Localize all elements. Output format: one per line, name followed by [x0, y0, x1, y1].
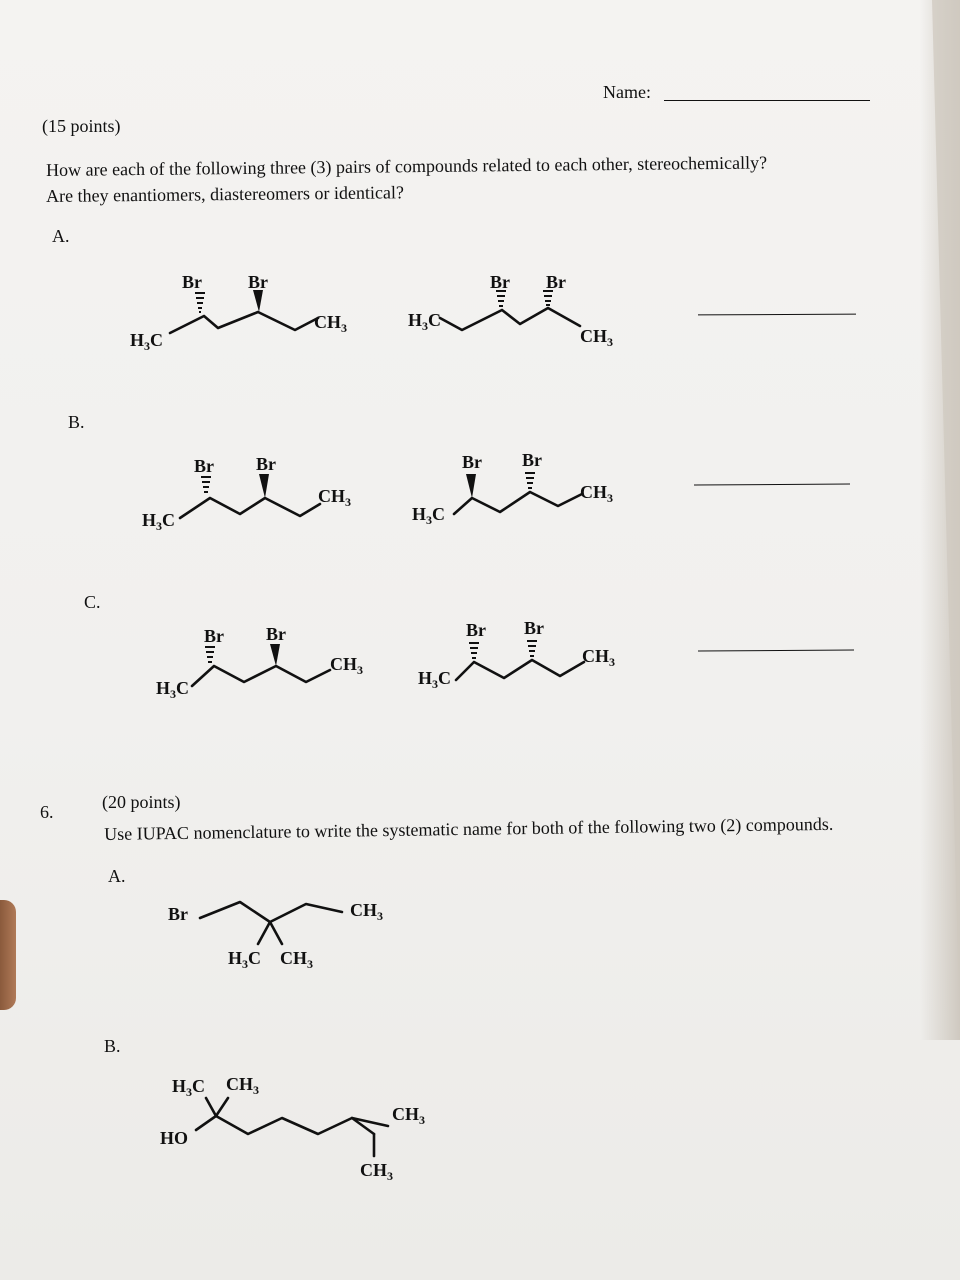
q5c-right-hash-bond-2 [527, 640, 537, 657]
atom-h3c: $H_3C$ [412, 504, 446, 527]
q5b-right-wedge-bond [466, 474, 476, 498]
atom-ch3: $CH_3$ [580, 326, 613, 349]
atom-br: Br [266, 624, 286, 644]
q5c-right-hash-bond-1 [469, 642, 479, 659]
q5c-left-molecule [192, 666, 330, 686]
atom-br: Br [466, 620, 486, 640]
q6a-molecule [200, 902, 342, 944]
atom-h3c: $H_3C$ [130, 330, 164, 353]
q5-part-c-label: C. [84, 592, 101, 612]
q6-part-a-label: A. [108, 866, 126, 886]
q5b-left-wedge-bond [259, 474, 269, 498]
atom-h3c: $H_3C$ [408, 310, 442, 333]
q6-part-b-label: B. [104, 1036, 121, 1056]
atom-ch3: $CH_3$ [582, 646, 615, 669]
atom-ch3: $CH_3$ [314, 312, 347, 335]
atom-ch3: $CH_3$ [392, 1104, 425, 1127]
q5c-left-hash-bond [205, 646, 215, 663]
q5-part-b-label: B. [68, 412, 85, 432]
atom-ch3: $CH_3$ [330, 654, 363, 677]
atom-h3c: $H_3C$ [156, 678, 190, 701]
q5c-left-wedge-bond [270, 644, 280, 666]
atom-br: Br [462, 452, 482, 472]
atom-br: Br [168, 904, 188, 924]
atom-br: Br [194, 456, 214, 476]
q5-prompt-line2: Are they enantiomers, diastereomers or identical? [46, 182, 405, 206]
atom-ho: HO [160, 1128, 189, 1148]
atom-ch3: $CH_3$ [280, 948, 313, 971]
atom-br: Br [490, 272, 510, 292]
atom-br: Br [524, 618, 544, 638]
q5-prompt-line1: How are each of the following three (3) pairs of compounds related to each other, stereochemically? [46, 152, 768, 180]
q5b-right-molecule [454, 492, 582, 514]
q6-points: (20 points) [102, 792, 181, 812]
atom-br: Br [182, 272, 202, 292]
q5a-left-molecule [170, 312, 318, 333]
atom-ch3: $CH_3$ [580, 482, 613, 505]
q5a-right-molecule [440, 308, 580, 330]
atom-h3c: $H_3C$ [142, 510, 176, 533]
atom-h3c: $H_3C$ [172, 1076, 206, 1099]
q6-prompt: Use IUPAC nomenclature to write the systematic name for both of the following two (2) compounds. [104, 813, 834, 844]
atom-ch3: $CH_3$ [360, 1160, 393, 1183]
q5a-right-hash-bond-2 [543, 290, 553, 306]
q5-part-a-label: A. [52, 226, 70, 246]
q5-points: (15 points) [42, 116, 121, 136]
q6b-molecule [196, 1098, 388, 1156]
q5a-right-hash-bond-1 [496, 290, 506, 307]
q6-number: 6. [40, 802, 54, 822]
q5b-left-hash-bond [201, 476, 211, 493]
q5b-left-molecule [180, 498, 320, 518]
q5a-left-wedge-bond [253, 290, 263, 312]
atom-ch3: $CH_3$ [350, 900, 383, 923]
atom-br: Br [256, 454, 276, 474]
q5b-right-hash-bond [525, 472, 535, 489]
atom-br: Br [546, 272, 566, 292]
atom-ch3: $CH_3$ [226, 1074, 259, 1097]
atom-ch3: $CH_3$ [318, 486, 351, 509]
q5c-right-molecule [456, 660, 584, 680]
atom-br: Br [248, 272, 268, 292]
atom-h3c: $H_3C$ [418, 668, 452, 691]
atom-h3c: $H_3C$ [228, 948, 262, 971]
name-label: Name: [603, 82, 651, 102]
atom-br: Br [522, 450, 542, 470]
q5a-left-hash-bond [195, 292, 205, 313]
atom-br: Br [204, 626, 224, 646]
